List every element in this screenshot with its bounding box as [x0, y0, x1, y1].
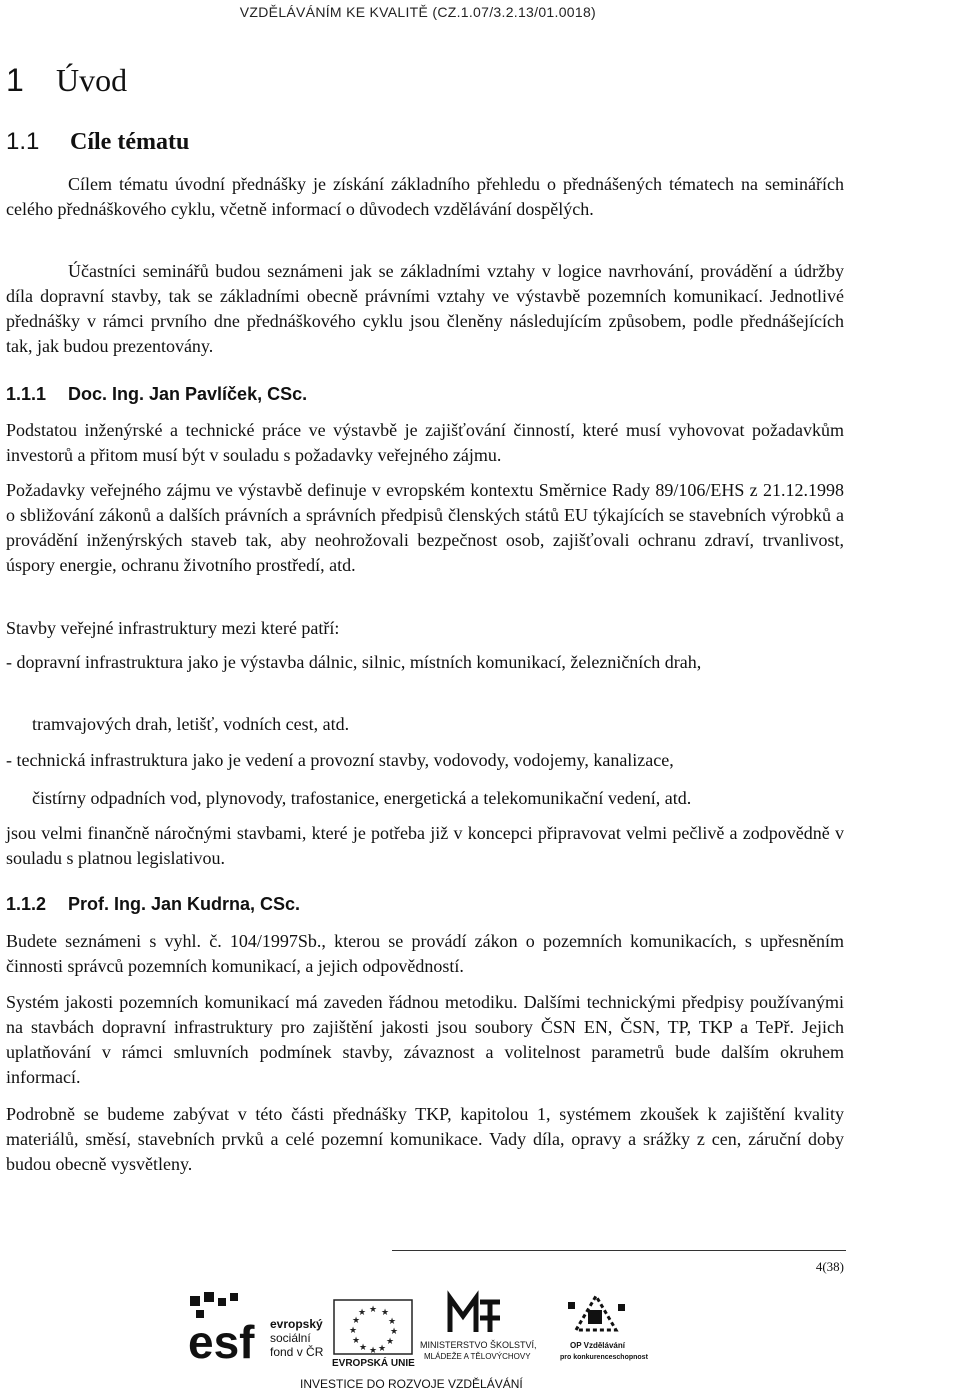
svg-text:★: ★ [369, 1346, 378, 1356]
svg-text:★: ★ [381, 1308, 390, 1318]
esf-text-1: evropský [270, 1317, 323, 1331]
subsection-heading-pavlicek [6, 384, 307, 405]
section-title: Cíle tématu [70, 129, 190, 155]
paragraph-demanding: jsou velmi finančně náročnými stavbami, které je potřeba již v koncepci připravovat velmi pečlivě a zodpovědně v souladu s platnou legislativou. [6, 823, 844, 868]
msmt-logo [420, 1298, 537, 1361]
op-text-2: pro konkurenceschopnost [560, 1354, 648, 1361]
paragraph-decree: Budete seznámeni s vyhl. č. 104/1997Sb., kterou se provádí zákon o pozemních komunikacích, s upřesněním činnosti správců pozemních komunikací, a jejich odpovědností. [6, 931, 844, 976]
bullet-transport: - dopravní infrastruktura jako je výstavba dálnic, silnic, místních komunikací, železničních drah, [6, 652, 702, 672]
chapter-number: 1 [6, 62, 24, 98]
svg-text:★: ★ [369, 1305, 378, 1315]
svg-text:★: ★ [359, 1343, 368, 1353]
msmt-text-1: MINISTERSTVO ŠKOLSTVÍ, [420, 1340, 537, 1350]
subsection-number: 1.1.1 [6, 384, 47, 404]
svg-text:esf: esf [188, 1316, 255, 1368]
svg-text:★: ★ [386, 1337, 395, 1347]
funding-logos-graphic [188, 1290, 658, 1390]
footer-divider [392, 1250, 846, 1251]
paragraph-quality-system: Systém jakosti pozemních komunikací má zaveden řádnou metodiku. Dalšími technickými předpisy používanými na stavbách dopravní infrastruktury pro zajištění jakosti jsou soubory ČSN EN, ČSN, TP, TKP a TePř. Jejich uplatňování v rámci smluvních podmínek stavby, závaznost a volitelnost parametrů bude dalším okruhem informací. [6, 992, 844, 1087]
svg-text:★: ★ [352, 1316, 361, 1326]
msmt-text-2: MLÁDEŽE A TĚLOVÝCHOVY [424, 1352, 531, 1361]
esf-text-3: fond v ČR [270, 1345, 324, 1359]
svg-text:★: ★ [388, 1317, 397, 1327]
section-number: 1.1 [6, 128, 40, 155]
svg-text:★: ★ [349, 1326, 358, 1336]
page-number: 4(38) [815, 1259, 844, 1274]
eu-flag-logo [332, 1300, 415, 1369]
eu-label: EVROPSKÁ UNIE [332, 1358, 415, 1369]
esf-text-2: sociální [270, 1331, 311, 1345]
svg-text:★: ★ [352, 1336, 361, 1346]
paragraph-engineering: Podstatou inženýrské a technické práce ve výstavbě je zajišťování činností, které musí vyhovovat požadavkům investorů a přitom musí být v souladu s požadavky veřejného zájmu. [6, 420, 844, 465]
svg-text:★: ★ [358, 1308, 367, 1318]
svg-text:★: ★ [390, 1327, 399, 1337]
op-vk-logo [560, 1296, 649, 1361]
paragraph-tkp: Podrobně se budeme zabývat v této části přednášky TKP, kapitolou 1, systémem zkoušek k zajištění kvality materiálů, směsí, stavebních prvků a celé pozemní komunikace. Vady díla, opravy a srážky z cen, záruční doby budou obecně vysvětleny. [6, 1104, 844, 1174]
paragraph-directive: Požadavky veřejného zájmu ve výstavbě definuje v evropském kontextu Směrnice Rady 89/106/EHS z 21.12.1998 o sbližování zákonů a dalších právních a správních předpisů členských států EU týkajících se stavebních výrobků a provádění inženýrských staveb tak, aby neohrožovali bezpečnost osob, zajišťovali ochranu zdraví, trvanlivost, úspory energie, ochranu životního prostředí, atd. [6, 480, 844, 575]
paragraph-participants: Účastníci seminářů budou seznámeni jak se základními vztahy v logice navrhování, provádění a údržby díla dopravní stavby, tak se základními obecně právními vztahy ve výstavbě pozemních komunikací. Jednotlivé přednášky v rámci prvního dne přednáškového cyklu jsou členěny následujícím způsobem, podle přednášejících tak, jak budou prezentovány. [6, 261, 844, 356]
funding-logos [188, 1290, 658, 1390]
paragraph-goal: Cílem tématu úvodní přednášky je získání základního přehledu o přednášených tématech na seminářích celého přednáškového cyklu, včetně informací o důvodech vzdělávání dospělých. [6, 174, 844, 219]
op-text-1: OP Vzdělávání [570, 1341, 625, 1350]
subsection-title: Doc. Ing. Jan Pavlíček, CSc. [68, 384, 308, 404]
paragraph-infrastructure-intro: Stavby veřejné infrastruktury mezi které patří: [6, 618, 340, 638]
subsection-heading-kudrna [6, 894, 300, 915]
chapter-title: Úvod [56, 62, 128, 98]
chapter-heading [6, 62, 127, 99]
bullet-transport-cont: tramvajových drah, letišť, vodních cest, atd. [32, 714, 350, 734]
section-heading [6, 128, 189, 156]
subsection-title: Prof. Ing. Jan Kudrna, CSc. [68, 894, 301, 914]
subsection-number: 1.1.2 [6, 894, 47, 914]
esf-logo [188, 1292, 324, 1368]
bullet-technical: - technická infrastruktura jako je vedení a provozní stavby, vodovody, vodojemy, kanalizace, [6, 750, 674, 770]
running-header: VZDĚLÁVÁNÍM KE KVALITĚ (CZ.1.07/3.2.13/01.0018) [239, 4, 596, 20]
bullet-technical-cont: čistírny odpadních vod, plynovody, trafostanice, energetická a telekomunikační vedení, atd. [32, 788, 692, 808]
tagline: INVESTICE DO ROZVOJE VZDĚLÁVÁNÍ [300, 1377, 523, 1390]
svg-text:★: ★ [378, 1344, 387, 1354]
